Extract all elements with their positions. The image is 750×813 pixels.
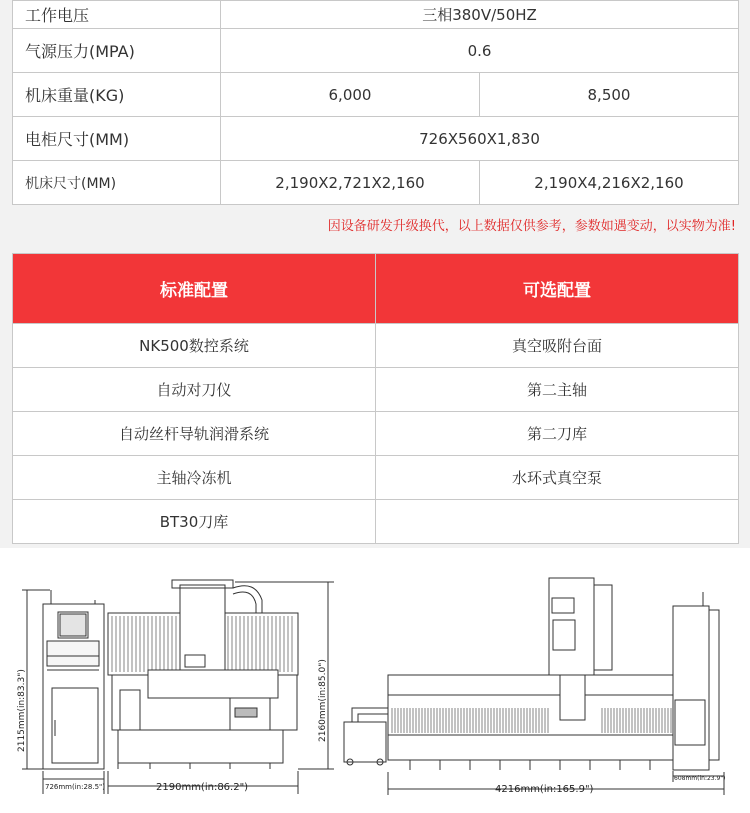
spec-value: 6,000: [221, 73, 480, 117]
optional-item: 真空吸附台面: [376, 324, 739, 368]
table-row: [13, 1, 739, 29]
dim-machine-height: 2160mm(in:85.0"): [318, 659, 328, 742]
standard-item: BT30刀库: [13, 500, 376, 544]
spec-value: 8,500: [480, 73, 739, 117]
standard-config-header: 标准配置: [13, 254, 376, 324]
table-row: [13, 500, 739, 544]
dim-front-width: 2190mm(in:86.2"): [156, 782, 249, 793]
spec-value: 726X560X1,830: [221, 117, 739, 161]
table-row: [13, 412, 739, 456]
spec-label: 电柜尺寸(MM): [13, 117, 221, 161]
spec-value: 0.6: [221, 29, 739, 73]
dim-cabinet-width: 726mm(in:28.5"): [45, 783, 106, 791]
config-header-row: [13, 254, 739, 324]
spec-value: 2,190X2,721X2,160: [221, 161, 480, 205]
dim-cabinet-height: 2115mm(in:83.3"): [17, 669, 27, 752]
table-row: [13, 456, 739, 500]
config-table: [12, 253, 739, 544]
dim-side-length: 4216mm(in:165.9"): [495, 784, 594, 795]
standard-item: 自动对刀仪: [13, 368, 376, 412]
table-row: [13, 29, 739, 73]
spec-label: 机床尺寸(MM): [13, 161, 221, 205]
spec-label: 机床重量(KG): [13, 73, 221, 117]
disclaimer-note: 因设备研发升级换代，以上数据仅供参考，参数如遇变动，以实物为准!: [327, 219, 736, 234]
spec-label: 工作电压: [13, 1, 221, 29]
optional-config-header: 可选配置: [376, 254, 739, 324]
table-row: [13, 368, 739, 412]
optional-item: 第二主轴: [376, 368, 739, 412]
dim-side-cabinet: 608mm(in:23.9"): [674, 775, 726, 782]
spec-label: 气源压力(MPA): [13, 29, 221, 73]
spec-table: [12, 0, 739, 205]
spec-value: 2,190X4,216X2,160: [480, 161, 739, 205]
table-row: [13, 161, 739, 205]
table-row: [13, 117, 739, 161]
optional-item: 第二刀库: [376, 412, 739, 456]
standard-item: NK500数控系统: [13, 324, 376, 368]
optional-item: 水环式真空泵: [376, 456, 739, 500]
spec-value: 三相380V/50HZ: [221, 1, 739, 29]
table-row: [13, 324, 739, 368]
standard-item: 自动丝杆导轨润滑系统: [13, 412, 376, 456]
standard-item: 主轴冷冻机: [13, 456, 376, 500]
table-row: [13, 73, 739, 117]
machine-dimension-drawing: [0, 560, 750, 813]
optional-item: [376, 500, 739, 544]
